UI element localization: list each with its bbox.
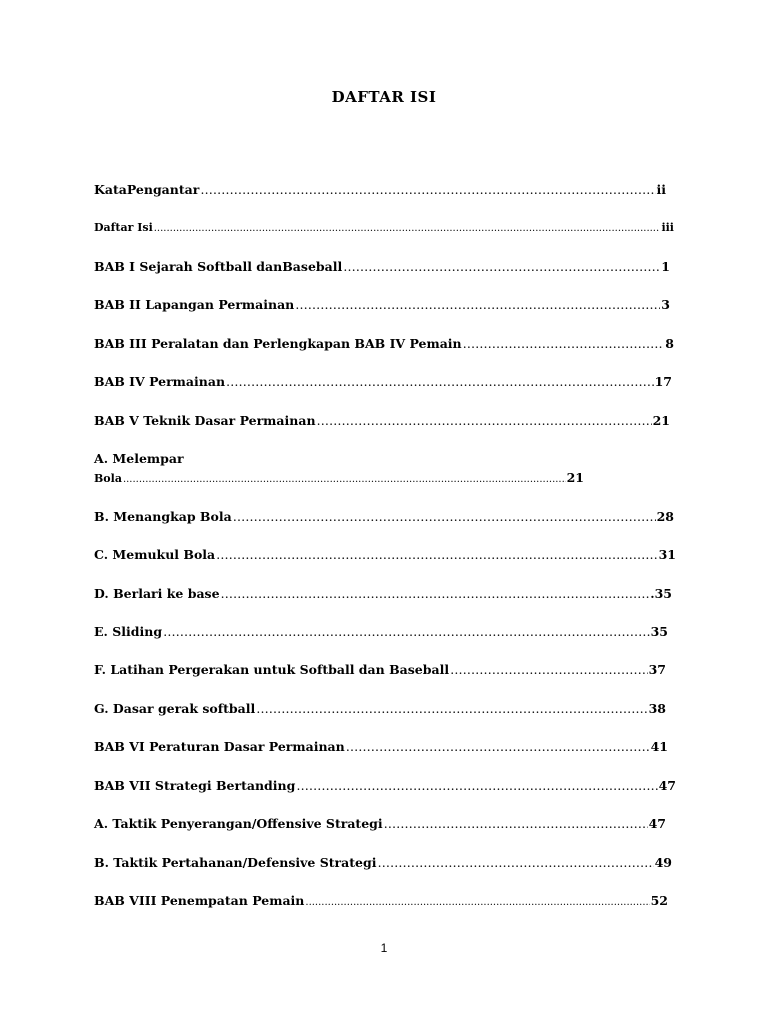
- toc-entry-menangkap-bola[interactable]: [94, 509, 674, 525]
- toc-entry-text: KataPengantar: [94, 182, 200, 197]
- toc-leader-dots: [163, 624, 650, 640]
- toc-entry-text: BAB I Sejarah Softball danBaseball: [94, 259, 343, 274]
- toc-entry-sliding[interactable]: [94, 624, 668, 640]
- toc-leader-dots: [154, 220, 661, 237]
- toc-entry-page: 17: [654, 374, 672, 389]
- toc-entry-page: 3: [661, 297, 670, 312]
- toc-entry-text: BAB IV Permainan: [94, 374, 226, 389]
- toc-leader-dots: [233, 509, 656, 525]
- toc-entry-page: 52: [650, 893, 668, 908]
- toc-leader-dots: [226, 374, 654, 390]
- toc-leader-dots: [256, 701, 647, 717]
- toc-entry-page: ii: [656, 182, 666, 197]
- toc-entry-bab-2[interactable]: [94, 297, 670, 313]
- toc-entry-text-line1: A. Melempar: [94, 451, 184, 466]
- toc-entry-text: C. Memukul Bola: [94, 547, 216, 562]
- toc-leader-dots: [200, 182, 655, 198]
- toc-entry-text: BAB III Peralatan dan Perlengkapan BAB IV Pemain: [94, 336, 462, 351]
- toc-entry-text: BAB VI Peraturan Dasar Permainan: [94, 739, 345, 754]
- toc-entry-page: 47: [648, 816, 666, 831]
- toc-entry-page: 28: [656, 509, 674, 524]
- toc-leader-dots: [221, 586, 650, 602]
- toc-entry-text: G. Dasar gerak softball: [94, 701, 256, 716]
- toc-entry-bab-7[interactable]: [94, 778, 676, 794]
- toc-entry-taktik-penyerangan[interactable]: [94, 816, 666, 832]
- toc-leader-dots: [216, 547, 657, 563]
- toc-leader-dots: [305, 893, 649, 911]
- toc-entry-latihan-pergerakan[interactable]: [94, 662, 666, 678]
- toc-entry-page: 41: [650, 739, 668, 754]
- toc-leader-dots: [384, 816, 648, 832]
- toc-entry-berlari-ke-base[interactable]: [94, 586, 672, 602]
- toc-entry-text: D. Berlari ke base: [94, 586, 220, 601]
- toc-entry-text: Bola: [94, 472, 122, 485]
- toc-entry-bab-3[interactable]: [94, 336, 674, 352]
- toc-entry-text: BAB VII Strategi Bertanding: [94, 778, 296, 793]
- toc-entry-page: iii: [661, 221, 674, 234]
- toc-entry-page: 35: [650, 624, 668, 639]
- toc-entry-page: 49: [654, 855, 672, 870]
- toc-leader-dots: [377, 855, 653, 871]
- toc-entry-bab-4[interactable]: [94, 374, 672, 390]
- toc-entry-page: 21: [652, 413, 670, 428]
- toc-leader-dots: [296, 778, 657, 794]
- toc-entry-page: 8: [665, 336, 674, 351]
- toc-entry-daftar-isi[interactable]: [94, 220, 674, 237]
- toc-entry-memukul-bola[interactable]: [94, 547, 676, 563]
- toc-entry-text: Daftar Isi: [94, 221, 153, 234]
- toc-entry-text: BAB V Teknik Dasar Permainan: [94, 413, 316, 428]
- toc-leader-dots: [343, 259, 660, 275]
- toc-leader-dots: [295, 297, 660, 313]
- toc-leader-dots: [450, 662, 648, 678]
- toc-leader-dots: [123, 471, 566, 488]
- page-number: 1: [380, 941, 388, 955]
- toc-entry-text: B. Taktik Pertahanan/Defensive Strategi: [94, 855, 377, 870]
- toc-entry-bab-8[interactable]: [94, 893, 668, 911]
- toc-entry-kata-pengantar[interactable]: [94, 182, 666, 198]
- toc-entry-page: .35: [650, 586, 672, 601]
- toc-entry-text: BAB II Lapangan Permainan: [94, 297, 295, 312]
- toc-entry-text: BAB VIII Penempatan Pemain: [94, 893, 305, 908]
- toc-entry-page: 31: [658, 547, 676, 562]
- toc-entry-page: 47: [658, 778, 676, 793]
- toc-leader-dots: [317, 413, 652, 429]
- toc-entry-melempar-bola[interactable]: [94, 451, 674, 488]
- toc-entry-text: F. Latihan Pergerakan untuk Softball dan Baseball: [94, 662, 450, 677]
- toc-leader-dots: [346, 739, 650, 755]
- toc-entry-taktik-pertahanan[interactable]: [94, 855, 672, 871]
- toc-entry-dasar-gerak[interactable]: [94, 701, 666, 717]
- toc-entry-page: 21: [566, 470, 584, 485]
- toc-entry-bab-5[interactable]: [94, 413, 670, 429]
- toc-leader-dots: [463, 336, 665, 352]
- toc-entry-page: 37: [648, 662, 666, 677]
- toc-entry-text: B. Menangkap Bola: [94, 509, 232, 524]
- toc-entry-text: E. Sliding: [94, 624, 163, 639]
- toc-entry-page: 1: [661, 259, 670, 274]
- toc-entry-text: A. Taktik Penyerangan/Offensive Strategi: [94, 816, 383, 831]
- toc-entry-page: 38: [648, 701, 666, 716]
- toc-entry-bab-1[interactable]: [94, 259, 670, 275]
- document-title: DAFTAR ISI: [331, 88, 437, 106]
- toc-entry-bab-6[interactable]: [94, 739, 668, 755]
